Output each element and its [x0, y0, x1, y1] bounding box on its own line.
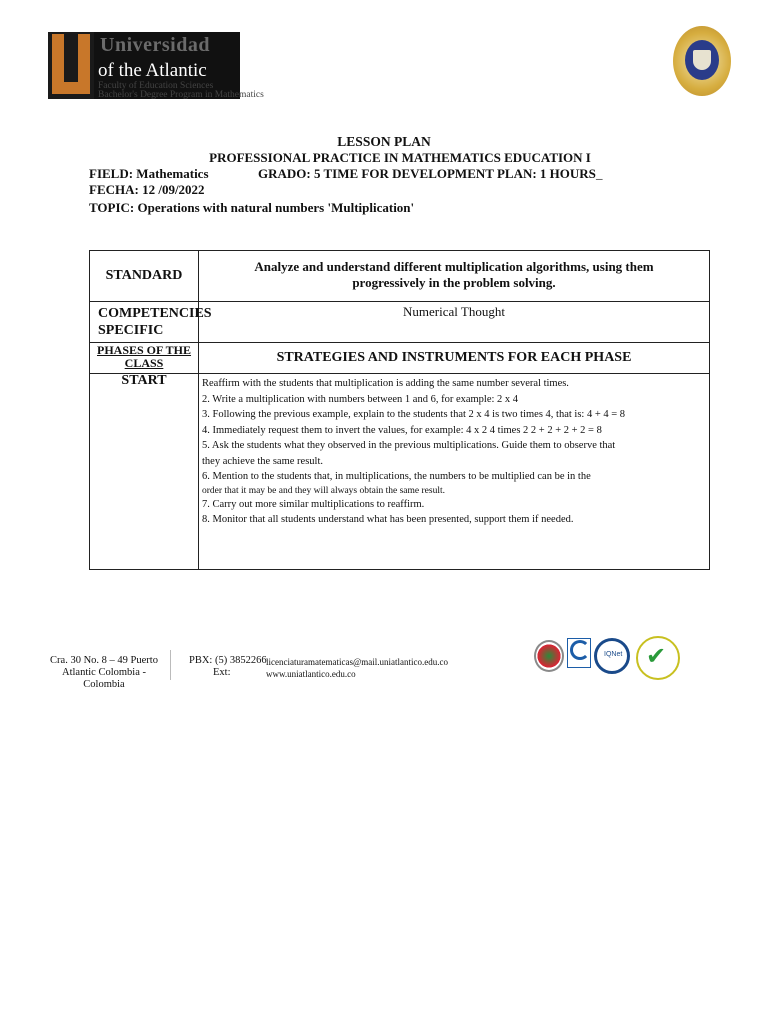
logo-faculty-text: Faculty of Education Sciences Bachelor's Degree Program in Mathematics	[98, 81, 264, 100]
list-item: Reaffirm with the students that multiplication is adding the same number several times.	[202, 378, 569, 389]
logo-university-text: Universidad	[100, 34, 210, 56]
list-item: 3. Following the previous example, explain to the students that 2 x 4 is two times 4, that is: 4 + 4 = 8	[202, 409, 626, 420]
logo-name-text: of the Atlantic	[98, 60, 207, 81]
start-label: START	[90, 374, 199, 570]
phases-text: STRATEGIES AND INSTRUMENTS FOR EACH PHASE	[199, 343, 710, 374]
lesson-plan-table	[89, 250, 710, 570]
phases-label: PHASES OF THE CLASS	[90, 343, 199, 374]
footer-email[interactable]: licenciaturamatematicas@mail.uniatlantico.edu.co	[266, 657, 448, 667]
list-item: 8. Monitor that all students understand what has been presented, support them if needed.	[202, 514, 574, 525]
topic-text: TOPIC: Operations with natural numbers 'Multiplication'	[89, 200, 415, 215]
iqnet-cert-icon: IQNet	[594, 636, 628, 680]
list-item: 7. Carry out more similar multiplications to reaffirm.	[202, 498, 425, 510]
icontec-cert-icon	[567, 636, 591, 680]
footer-website[interactable]: www.uniatlantico.edu.co	[266, 669, 356, 679]
accreditation-seal-icon	[673, 26, 733, 98]
list-item: 4. Immediately request them to invert the values, for example: 4 x 2 4 times 2 2 + 2 + 2 + 2 = 8	[202, 424, 602, 436]
list-item: they achieve the same result.	[202, 455, 323, 467]
footer-contact	[266, 656, 448, 680]
date-text: FECHA: 12 /09/2022	[89, 182, 205, 197]
footer-divider	[170, 650, 171, 680]
start-steps	[199, 374, 710, 570]
field-text: FIELD: Mathematics	[89, 166, 209, 181]
footer-phone: PBX: (5) 3852266 Ext:	[189, 655, 267, 678]
sustainability-cert-icon: ✔	[636, 636, 680, 680]
list-item: order that it may be and they will always obtain the same result.	[202, 485, 445, 496]
page-subtitle: PROFESSIONAL PRACTICE IN MATHEMATICS EDUCATION I	[209, 150, 591, 165]
dash-mark: _	[596, 166, 603, 181]
page-title: LESSON PLAN	[337, 134, 431, 149]
list-item: 6. Mention to the students that, in multiplications, the numbers to be multiplied can be in the	[202, 471, 591, 482]
university-logo	[48, 32, 263, 102]
standard-text: Analyze and understand different multiplication algorithms, using them progressively in the problem solving.	[199, 251, 710, 302]
list-item: 2. Write a multiplication with numbers between 1 and 6, for example: 2 x 4	[202, 393, 519, 405]
competencies-label: COMPETENCIES SPECIFIC	[90, 302, 199, 343]
standard-label: STANDARD	[90, 251, 199, 302]
grado-text: GRADO: 5 TIME FOR DEVELOPMENT PLAN: 1 HOURS	[258, 166, 596, 181]
list-item: 5. Ask the students what they observed in the previous multiplications. Guide them to observe that	[202, 440, 616, 451]
footer-address: Cra. 30 No. 8 – 49 Puerto Atlantic Colombia - Colombia	[50, 655, 158, 690]
competencies-text: Numerical Thought	[199, 302, 710, 343]
colombia-cert-icon	[530, 636, 564, 680]
